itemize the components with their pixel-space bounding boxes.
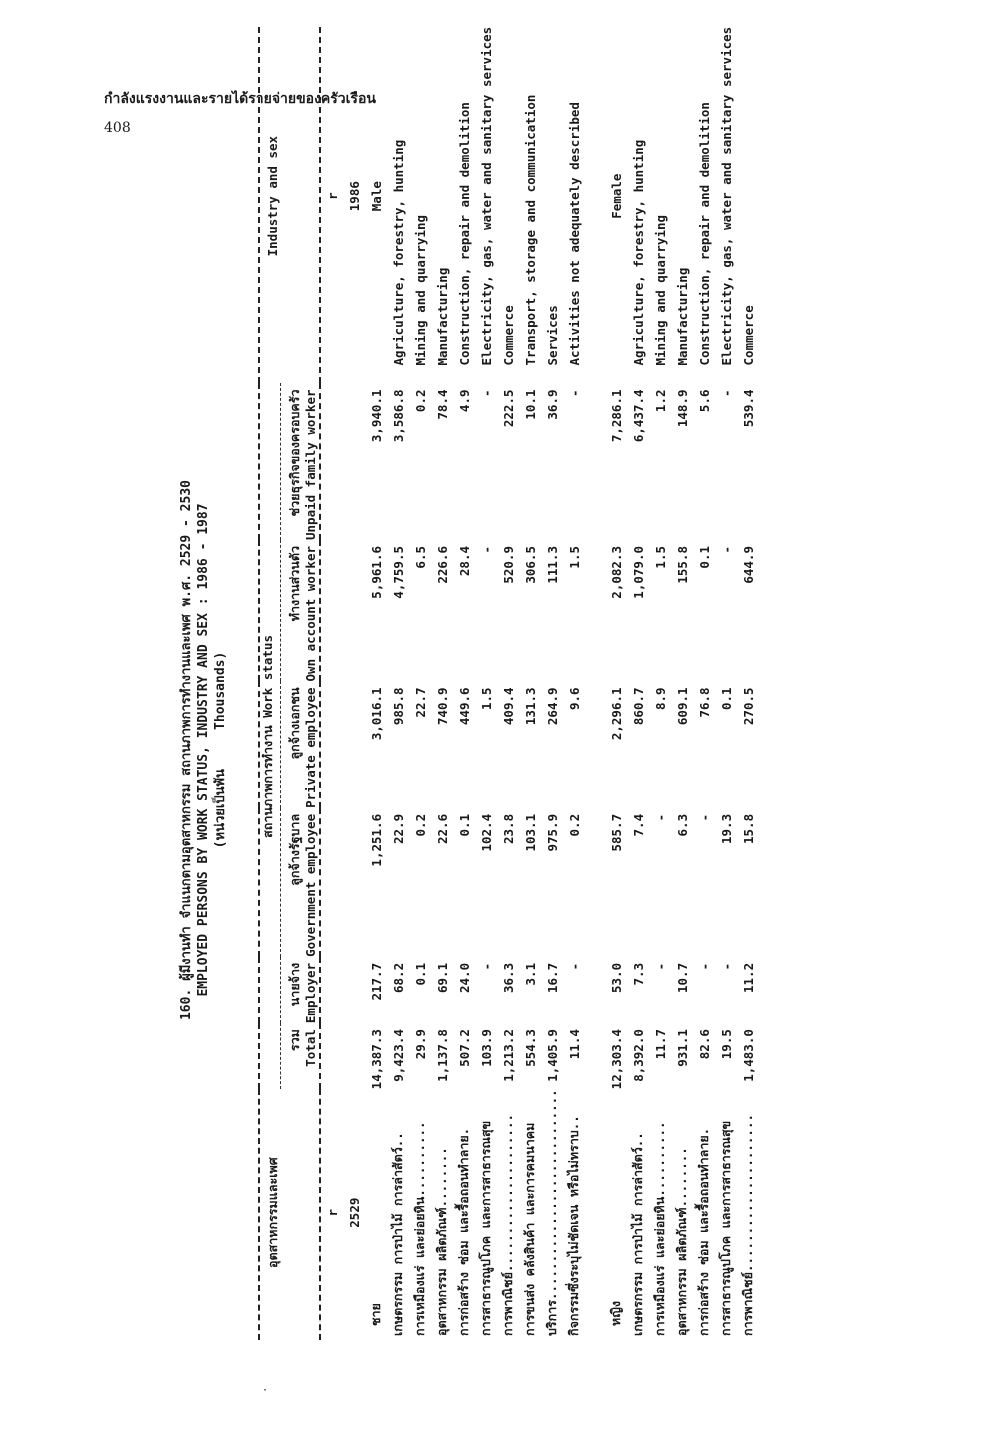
- value-cell: 7.3: [630, 962, 646, 986]
- column-header-en: Employer: [303, 962, 318, 1024]
- value-cell: 860.7: [630, 687, 646, 726]
- value-cell: 22.9: [390, 813, 406, 844]
- column-header-th: ช่วยธุรกิจของครอบครัว: [287, 389, 302, 517]
- table-row: [541, 27, 563, 1340]
- blank-cell: [321, 1023, 343, 1089]
- value-cell: 1,405.9: [544, 1029, 560, 1082]
- table-row: [693, 27, 715, 1340]
- stray-mark: ·: [262, 1385, 269, 1396]
- column-header-th: ลูกจ้างรัฐบาล: [287, 813, 302, 886]
- industry-th: การพาณิชย์.....................: [740, 1113, 755, 1336]
- header-industry-en: Industry and sex: [264, 135, 280, 257]
- value-cell: 1.5: [478, 687, 494, 711]
- table-title-en: EMPLOYED PERSONS BY WORK STATUS, INDUSTRY AND SEX : 1986 - 1987: [196, 503, 211, 997]
- value-cell: 3.1: [522, 962, 538, 986]
- value-cell: 0.1: [456, 813, 472, 837]
- work-status-header: [260, 383, 281, 1089]
- value-cell: 102.4: [478, 813, 494, 852]
- value-cell: 644.9: [740, 546, 756, 584]
- male-label-th: ชาย: [368, 1303, 383, 1326]
- value-cell: 0.1: [718, 687, 734, 711]
- page-header: กำลังแรงงานและรายได้รายจ่ายของครัวเรือน: [104, 91, 376, 107]
- column-header-en: Total: [303, 1029, 318, 1067]
- column-header-5: [281, 383, 321, 540]
- value-cell: 449.6: [456, 687, 472, 726]
- work-status-header-row: [260, 27, 281, 1340]
- blank-cell: [343, 957, 365, 1023]
- value-cell: 23.8: [500, 813, 516, 844]
- value-cell: 36.3: [500, 962, 516, 993]
- female-total-cell: 7,286.1: [608, 389, 624, 443]
- blank-cell: [343, 540, 365, 681]
- value-cell: 6.3: [674, 813, 690, 837]
- column-header-th: ลูกจ้างเอกชน: [287, 687, 302, 760]
- spacer-row: [585, 27, 605, 1340]
- value-cell: 69.1: [434, 962, 450, 993]
- value-cell: 24.0: [456, 962, 472, 993]
- male-label-en: Male: [368, 181, 384, 212]
- value-cell: 7.4: [630, 813, 646, 837]
- female-label-en: Female: [608, 173, 624, 219]
- industry-th: การสาธารณูปโภค และการสาธารณสุข: [478, 1120, 493, 1336]
- value-cell: 539.4: [740, 389, 756, 428]
- male-total-cell: 217.7: [368, 962, 384, 1001]
- value-cell: 985.8: [390, 687, 406, 726]
- industry-th: การสาธารณูปโภค และการสาธารณสุข: [718, 1120, 733, 1336]
- blank-cell: [321, 957, 343, 1023]
- year-row: [343, 27, 365, 1340]
- table-row: [475, 27, 497, 1340]
- value-cell: 270.5: [740, 687, 756, 726]
- year-mark-row: [321, 27, 343, 1340]
- industry-en: Commerce: [740, 305, 756, 366]
- value-cell: -: [652, 813, 668, 822]
- value-cell: 131.3: [522, 687, 538, 726]
- value-cell: -: [478, 546, 494, 554]
- blank-cell: [321, 808, 343, 957]
- year-en: 1986: [346, 181, 362, 212]
- value-cell: 111.3: [544, 546, 560, 584]
- value-cell: 11.4: [566, 1029, 582, 1060]
- value-cell: 15.8: [740, 813, 756, 844]
- column-header-th: ทำงานส่วนตัว: [287, 546, 302, 622]
- table-row: [453, 27, 475, 1340]
- value-cell: -: [696, 962, 712, 971]
- female-total-row: [605, 27, 627, 1340]
- value-cell: 76.8: [696, 687, 712, 718]
- blank-cell: [343, 808, 365, 957]
- employment-table: [258, 27, 759, 1340]
- industry-en: Manufacturing: [674, 267, 690, 366]
- male-total-cell: 3,016.1: [368, 687, 384, 741]
- value-cell: 6,437.4: [630, 389, 646, 443]
- column-header-4: [281, 540, 321, 681]
- table-row: [715, 27, 737, 1340]
- industry-en: Activities not adequately described: [566, 102, 582, 366]
- value-cell: 520.9: [500, 546, 516, 584]
- industry-en: Transport, storage and communication: [522, 94, 538, 366]
- value-cell: 1,213.2: [500, 1029, 516, 1082]
- industry-th: การขนส่ง คลังสินค้า และการคมนาคม: [522, 1122, 537, 1336]
- value-cell: 82.6: [696, 1029, 712, 1060]
- column-header-en: Government employee: [303, 813, 318, 957]
- work-status-en: Work status: [260, 635, 275, 718]
- value-cell: 1,137.8: [434, 1029, 450, 1082]
- blank-cell: [343, 383, 365, 540]
- table-unit: (หน่วยเป็นพัน Thousands): [213, 651, 228, 849]
- industry-en: Electricity, gas, water and sanitary services: [718, 26, 734, 366]
- industry-th: บริการ............................: [544, 1089, 559, 1336]
- table-row: [519, 27, 541, 1340]
- column-header-row: [281, 27, 321, 1340]
- value-cell: 4.9: [456, 389, 472, 413]
- value-cell: 11.7: [652, 1029, 668, 1060]
- male-total-cell: 14,387.3: [368, 1029, 384, 1090]
- industry-en: Agriculture, forestry, hunting: [390, 139, 406, 366]
- value-cell: -: [566, 962, 582, 971]
- value-cell: 4,759.5: [390, 546, 406, 599]
- table-row: [671, 27, 693, 1340]
- table-row: [431, 27, 453, 1340]
- value-cell: 6.5: [412, 546, 428, 569]
- value-cell: 0.2: [412, 813, 428, 837]
- value-cell: 78.4: [434, 389, 450, 420]
- female-label-th: หญิง: [608, 1301, 623, 1326]
- value-cell: 409.4: [500, 687, 516, 726]
- male-total-cell: 1,251.6: [368, 813, 384, 867]
- value-cell: 68.2: [390, 962, 406, 993]
- value-cell: 1.2: [652, 389, 668, 413]
- column-header-th: นายจ้าง: [287, 962, 302, 1007]
- value-cell: 1,079.0: [630, 546, 646, 599]
- column-header-en: Own account worker: [303, 546, 318, 682]
- value-cell: 22.7: [412, 687, 428, 718]
- industry-en: Services: [544, 305, 560, 366]
- page-number: 408: [104, 120, 131, 136]
- value-cell: 28.4: [456, 546, 472, 577]
- industry-th: การเหมืองแร่ และย่อยหิน..........: [652, 1121, 667, 1336]
- value-cell: 1,483.0: [740, 1029, 756, 1082]
- value-cell: 10.7: [674, 962, 690, 993]
- value-cell: 609.1: [674, 687, 690, 726]
- industry-en: Construction, repair and demolition: [456, 102, 472, 366]
- value-cell: -: [566, 389, 582, 398]
- value-cell: -: [718, 389, 734, 398]
- blank-cell: [321, 681, 343, 807]
- table-row: [387, 27, 409, 1340]
- column-header-1: [281, 957, 321, 1023]
- industry-th: กิจกรรมซึ่งระบุไม่ชัดเจน หรือไม่ทราบ..: [566, 1115, 581, 1336]
- industry-th: เกษตรกรรม การป่าไม้ การล่าสัตว์..: [630, 1132, 645, 1336]
- table-row: [563, 27, 585, 1340]
- value-cell: 19.5: [718, 1029, 734, 1060]
- female-total-cell: 2,296.1: [608, 687, 624, 741]
- value-cell: 9.6: [566, 687, 582, 711]
- industry-en: Construction, repair and demolition: [696, 102, 712, 366]
- column-header-en: Private employee: [303, 687, 318, 808]
- value-cell: 103.1: [522, 813, 538, 852]
- value-cell: 306.5: [522, 546, 538, 584]
- spacer-cell: [585, 27, 605, 1340]
- value-cell: 1.5: [566, 546, 582, 569]
- column-header-3: [281, 681, 321, 807]
- industry-en: Agriculture, forestry, hunting: [630, 139, 646, 366]
- blank-cell: [343, 681, 365, 807]
- industry-en: Mining and quarrying: [412, 214, 428, 366]
- work-status-th: สถานภาพการทำงาน: [260, 725, 275, 838]
- value-cell: 226.6: [434, 546, 450, 584]
- column-header-en: Unpaid family worker: [303, 389, 318, 540]
- value-cell: -: [652, 962, 668, 971]
- header-blank-en: [281, 27, 321, 384]
- value-cell: 0.1: [412, 962, 428, 986]
- table-row: [737, 27, 759, 1340]
- value-cell: 3,586.8: [390, 389, 406, 443]
- table-row: [649, 27, 671, 1340]
- industry-th: อุตสาหกรรม ผลิตภัณฑ์........: [434, 1147, 449, 1336]
- industry-th: อุตสาหกรรม ผลิตภัณฑ์........: [674, 1147, 689, 1336]
- female-total-cell: 585.7: [608, 813, 624, 852]
- female-total-cell: 2,082.3: [608, 546, 624, 599]
- table-titles: [178, 160, 229, 1340]
- value-cell: 931.1: [674, 1029, 690, 1067]
- value-cell: 1.5: [652, 546, 668, 569]
- industry-th: การเหมืองแร่ และย่อยหิน..........: [412, 1121, 427, 1336]
- male-total-row: [365, 27, 387, 1340]
- value-cell: 11.2: [740, 962, 756, 993]
- industry-en: Commerce: [500, 305, 516, 366]
- value-cell: 10.1: [522, 389, 538, 420]
- header-industry-th: อุตสาหกรรมและเพศ: [264, 1157, 280, 1268]
- column-header-th: รวม: [287, 1029, 302, 1052]
- year-mark-en: r: [324, 192, 340, 200]
- value-cell: 222.5: [500, 389, 516, 428]
- value-cell: 22.6: [434, 813, 450, 844]
- value-cell: -: [478, 389, 494, 398]
- industry-en: Electricity, gas, water and sanitary services: [478, 26, 494, 366]
- value-cell: 29.9: [412, 1029, 428, 1060]
- value-cell: 16.7: [544, 962, 560, 993]
- value-cell: 103.9: [478, 1029, 494, 1067]
- table-title-th: 160. ผู้มีงานทำ จำแนกตามอุตสาหกรรม สถานภาพการทำงานและเพศ พ.ศ. 2529 - 2530: [179, 480, 194, 1021]
- value-cell: 8.9: [652, 687, 668, 711]
- year-mark-th: r: [324, 1208, 340, 1217]
- table-row: [627, 27, 649, 1340]
- value-cell: 36.9: [544, 389, 560, 420]
- value-cell: 507.2: [456, 1029, 472, 1067]
- industry-th: เกษตรกรรม การป่าไม้ การล่าสัตว์..: [390, 1132, 405, 1336]
- industry-en: Mining and quarrying: [652, 214, 668, 366]
- spacer: [260, 718, 275, 726]
- value-cell: 0.2: [566, 813, 582, 837]
- industry-th: การก่อสร้าง ซ่อม และรื้อถอนทำลาย.: [456, 1127, 471, 1336]
- blank-cell: [321, 383, 343, 540]
- industry-th: การพาณิชย์.....................: [500, 1113, 515, 1336]
- industry-en: Manufacturing: [434, 267, 450, 366]
- value-cell: -: [696, 813, 712, 822]
- value-cell: 19.3: [718, 813, 734, 844]
- value-cell: -: [718, 962, 734, 971]
- header-blank: [281, 1089, 321, 1340]
- value-cell: -: [478, 962, 494, 971]
- value-cell: 9,423.4: [390, 1029, 406, 1082]
- blank-cell: [343, 1023, 365, 1089]
- column-header-2: [281, 808, 321, 957]
- male-total-cell: 3,940.1: [368, 389, 384, 443]
- female-total-cell: 53.0: [608, 962, 624, 993]
- blank-cell: [321, 540, 343, 681]
- column-header-0: [281, 1023, 321, 1089]
- value-cell: 554.3: [522, 1029, 538, 1067]
- value-cell: -: [718, 546, 734, 554]
- value-cell: 740.9: [434, 687, 450, 726]
- value-cell: 148.9: [674, 389, 690, 428]
- value-cell: 5.6: [696, 389, 712, 413]
- table-row: [497, 27, 519, 1340]
- value-cell: 264.9: [544, 687, 560, 726]
- female-total-cell: 12,303.4: [608, 1029, 624, 1090]
- value-cell: 975.9: [544, 813, 560, 852]
- value-cell: 155.8: [674, 546, 690, 584]
- year-th: 2529: [346, 1197, 362, 1228]
- value-cell: 0.2: [412, 389, 428, 413]
- value-cell: 8,392.0: [630, 1029, 646, 1082]
- table-row: [409, 27, 431, 1340]
- industry-th: การก่อสร้าง ซ่อม และรื้อถอนทำลาย.: [696, 1127, 711, 1336]
- value-cell: 0.1: [696, 546, 712, 569]
- male-total-cell: 5,961.6: [368, 546, 384, 599]
